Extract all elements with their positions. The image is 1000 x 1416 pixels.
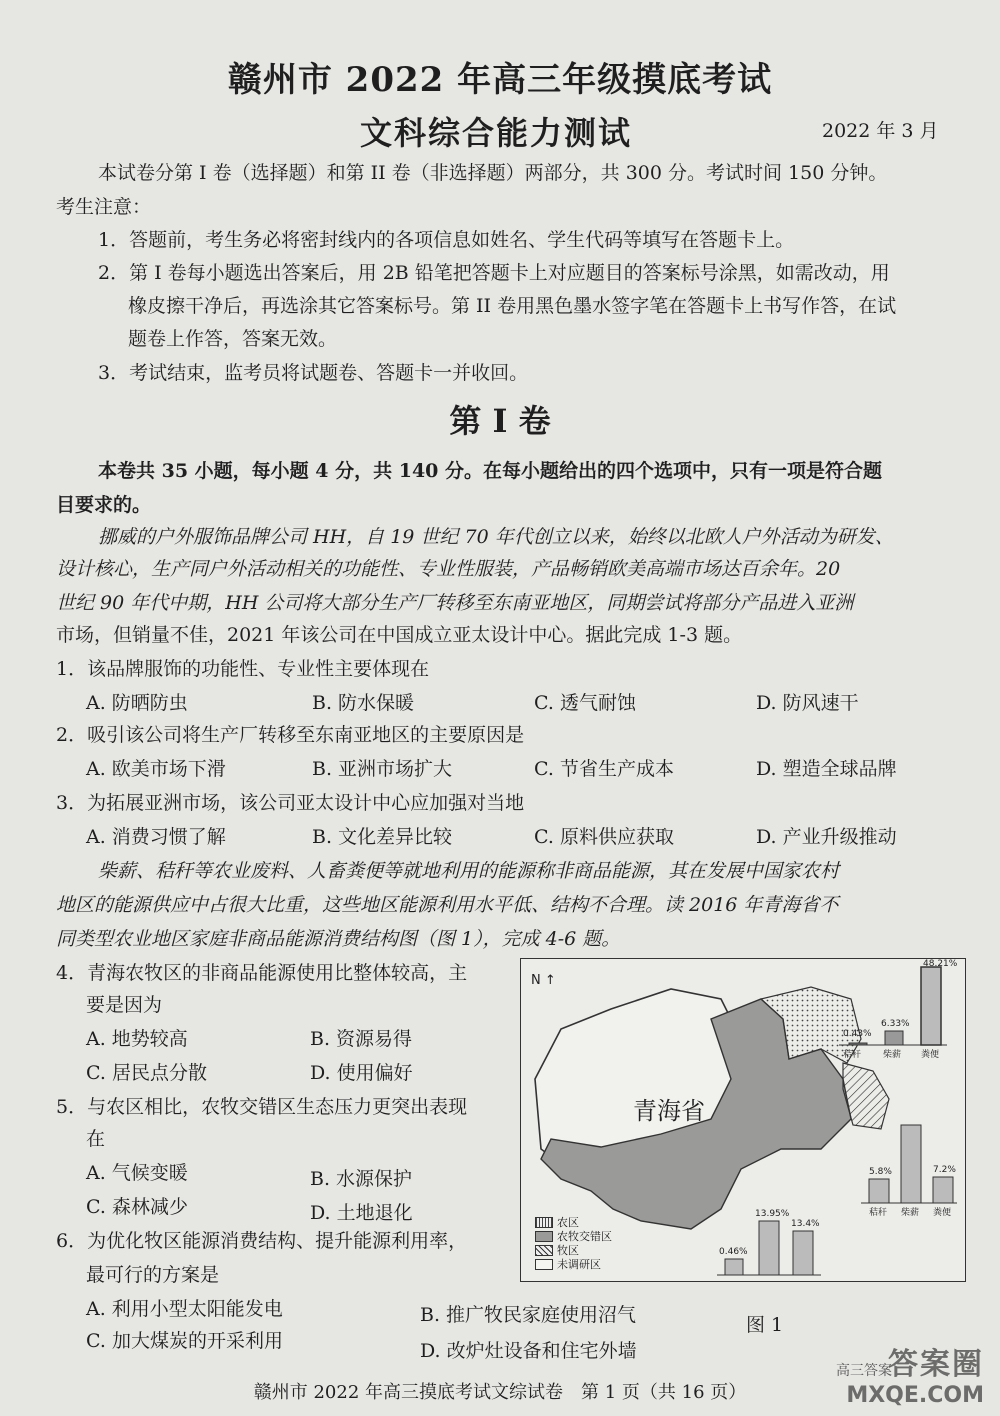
category-label: 柴薪 (901, 1208, 920, 1218)
q4-stem-a: 4．青海农牧区的非商品能源使用比整体较高，主 (56, 962, 468, 984)
value-label: 48.21% (923, 959, 958, 969)
q3-option-a: A. 消费习惯了解 (86, 826, 226, 848)
q4-option-d: D. 使用偏好 (310, 1062, 413, 1084)
bar-firewood (901, 1125, 921, 1203)
q6-option-a: A. 利用小型太阳能发电 (86, 1298, 283, 1320)
q3-option-c: C. 原料供应获取 (534, 826, 674, 848)
section-title: 第 I 卷 (449, 402, 551, 440)
q1-option-d: D. 防风速干 (756, 692, 859, 714)
category-label: 柴薪 (883, 1050, 902, 1060)
value-label: 13.4% (791, 1219, 820, 1229)
legend-swatch (535, 1259, 553, 1270)
passage1-l1: 挪威的户外服饰品牌公司 HH，自 19 世纪 70 年代创立以来，始终以北欧人户外活动为研发、 (98, 526, 894, 548)
q6-option-b: B. 推广牧民家庭使用沼气 (420, 1304, 637, 1326)
bar-chart-middle-right (861, 1125, 957, 1203)
value-label: 0.43% (843, 1029, 872, 1039)
category-label: 秸秆 (869, 1208, 888, 1218)
intro-line: 本试卷分第 I 卷（选择题）和第 II 卷（非选择题）两部分，共 300 分。考试时间 150 分钟。 (98, 162, 888, 184)
q1-option-c: C. 透气耐蚀 (534, 692, 636, 714)
section-desc-b: 目要求的。 (56, 494, 152, 516)
watermark-logo: 答案圈 MXQE.COM (846, 1347, 984, 1408)
legend-swatch (535, 1217, 553, 1228)
q1-option-b: B. 防水保暖 (312, 692, 415, 714)
q1-stem: 1．该品牌服饰的功能性、专业性主要体现在 (56, 658, 430, 680)
q6-option-c: C. 加大煤炭的开采利用 (86, 1330, 283, 1352)
bar-straw (849, 1043, 867, 1045)
notice-1: 1．答题前，考生务必将密封线内的各项信息如姓名、学生代码等填写在答题卡上。 (98, 229, 795, 251)
watermark-small: 高三答案 (836, 1363, 892, 1379)
category-label: 粪便 (921, 1050, 940, 1060)
legend-item: 牧区 (535, 1243, 612, 1257)
passage2-l3: 同类型农业地区家庭非商品能源消费结构图（图 1），完成 4-6 题。 (56, 928, 621, 950)
q6-stem-a: 6．为优化牧区能源消费结构、提升能源利用率， (56, 1230, 468, 1252)
notice-title: 考生注意： (56, 196, 152, 218)
passage2-l2: 地区的能源供应中占很大比重，这些地区能源利用水平低、结构不合理。读 2016 年青海省不 (56, 894, 839, 916)
notice-2c: 题卷上作答，答案无效。 (128, 328, 338, 350)
q5-stem-a: 5．与农区相比，农牧交错区生态压力更突出表现 (56, 1096, 468, 1118)
q4-option-c: C. 居民点分散 (86, 1062, 207, 1084)
q5-stem-b: 在 (86, 1128, 106, 1150)
notice-2b: 橡皮擦干净后，再选涂其它答案标号。第 II 卷用黑色墨水签字笔在答题卡上书写作答，在试 (128, 295, 897, 317)
value-label: 7.2% (933, 1165, 956, 1175)
passage1-l3: 世纪 90 年代中期，HH 公司将大部分生产厂转移至东南亚地区，同期尝试将部分产品进入亚洲 (56, 592, 854, 614)
q4-option-a: A. 地势较高 (86, 1028, 188, 1050)
category-label: 粪便 (933, 1208, 952, 1218)
exam-date: 2022 年 3 月 (822, 120, 939, 142)
q5-option-c: C. 森林减少 (86, 1196, 188, 1218)
exam-title: 赣州市 2022 年高三年级摸底考试 (227, 60, 773, 100)
bar-straw (725, 1259, 743, 1275)
notice-3: 3．考试结束，监考员将试题卷、答题卡一并收回。 (98, 362, 529, 384)
passage1-l4: 市场，但销量不佳，2021 年该公司在中国成立亚太设计中心。据此完成 1-3 题。 (56, 624, 743, 646)
value-label: 5.8% (869, 1167, 892, 1177)
section-desc-a: 本卷共 35 小题，每小题 4 分，共 140 分。在每小题给出的四个选项中，只有一项是符合题 (98, 460, 883, 482)
category-label: 秸秆 (843, 1050, 862, 1060)
value-label: 0.46% (719, 1247, 748, 1257)
bar-dung (933, 1177, 953, 1203)
passage1-l2: 设计核心，生产同户外活动相关的功能性、专业性服装，产品畅销欧美高端市场达百余年。20 (56, 558, 841, 580)
q5-option-a: A. 气候变暖 (86, 1162, 188, 1184)
legend-swatch (535, 1231, 553, 1242)
q2-option-a: A. 欧美市场下滑 (86, 758, 226, 780)
bar-firewood (759, 1221, 779, 1275)
q2-option-b: B. 亚洲市场扩大 (312, 758, 453, 780)
qinghai-map-figure (520, 958, 966, 1282)
exam-subtitle: 文科综合能力测试 (360, 114, 633, 152)
q2-stem: 2．吸引该公司将生产厂转移至东南亚地区的主要原因是 (56, 724, 525, 746)
notice-2a: 2．第 I 卷每小题选出答案后，用 2B 铅笔把答题卡上对应题目的答案标号涂黑，如需改动，用 (98, 262, 890, 284)
legend-item: 农牧交错区 (535, 1229, 612, 1243)
q3-option-b: B. 文化差异比较 (312, 826, 453, 848)
value-label: 13.95% (755, 1209, 790, 1219)
bar-dung (793, 1231, 813, 1275)
value-label: 6.33% (881, 1019, 910, 1029)
q6-option-d: D. 改炉灶设备和住宅外墙 (420, 1340, 637, 1362)
legend-swatch (535, 1245, 553, 1256)
legend-item: 未调研区 (535, 1257, 612, 1271)
q1-option-a: A. 防晒防虫 (86, 692, 188, 714)
q3-option-d: D. 产业升级推动 (756, 826, 897, 848)
bar-straw (869, 1179, 889, 1203)
map-legend (535, 1215, 612, 1271)
q4-option-b: B. 资源易得 (310, 1028, 413, 1050)
passage2-l1: 柴薪、秸秆等农业废料、人畜粪便等就地利用的能源称非商品能源，其在发展中国家农村 (98, 860, 840, 882)
legend-item: 农区 (535, 1215, 612, 1229)
bar-dung (921, 967, 941, 1045)
q2-option-d: D. 塑造全球品牌 (756, 758, 897, 780)
q5-option-d: D. 土地退化 (310, 1202, 413, 1224)
q6-stem-b: 最可行的方案是 (86, 1264, 220, 1286)
q3-stem: 3．为拓展亚洲市场，该公司亚太设计中心应加强对当地 (56, 792, 525, 814)
page-footer: 赣州市 2022 年高三摸底考试文综试卷 第 1 页（共 16 页） (253, 1382, 747, 1403)
q5-option-b: B. 水源保护 (310, 1168, 413, 1190)
q2-option-c: C. 节省生产成本 (534, 758, 674, 780)
north-arrow-icon: N ↑ (531, 973, 556, 988)
province-label: 青海省 (633, 1097, 705, 1125)
q4-stem-b: 要是因为 (86, 994, 163, 1016)
figure-caption: 图 1 (746, 1314, 784, 1336)
bar-firewood (885, 1031, 903, 1045)
